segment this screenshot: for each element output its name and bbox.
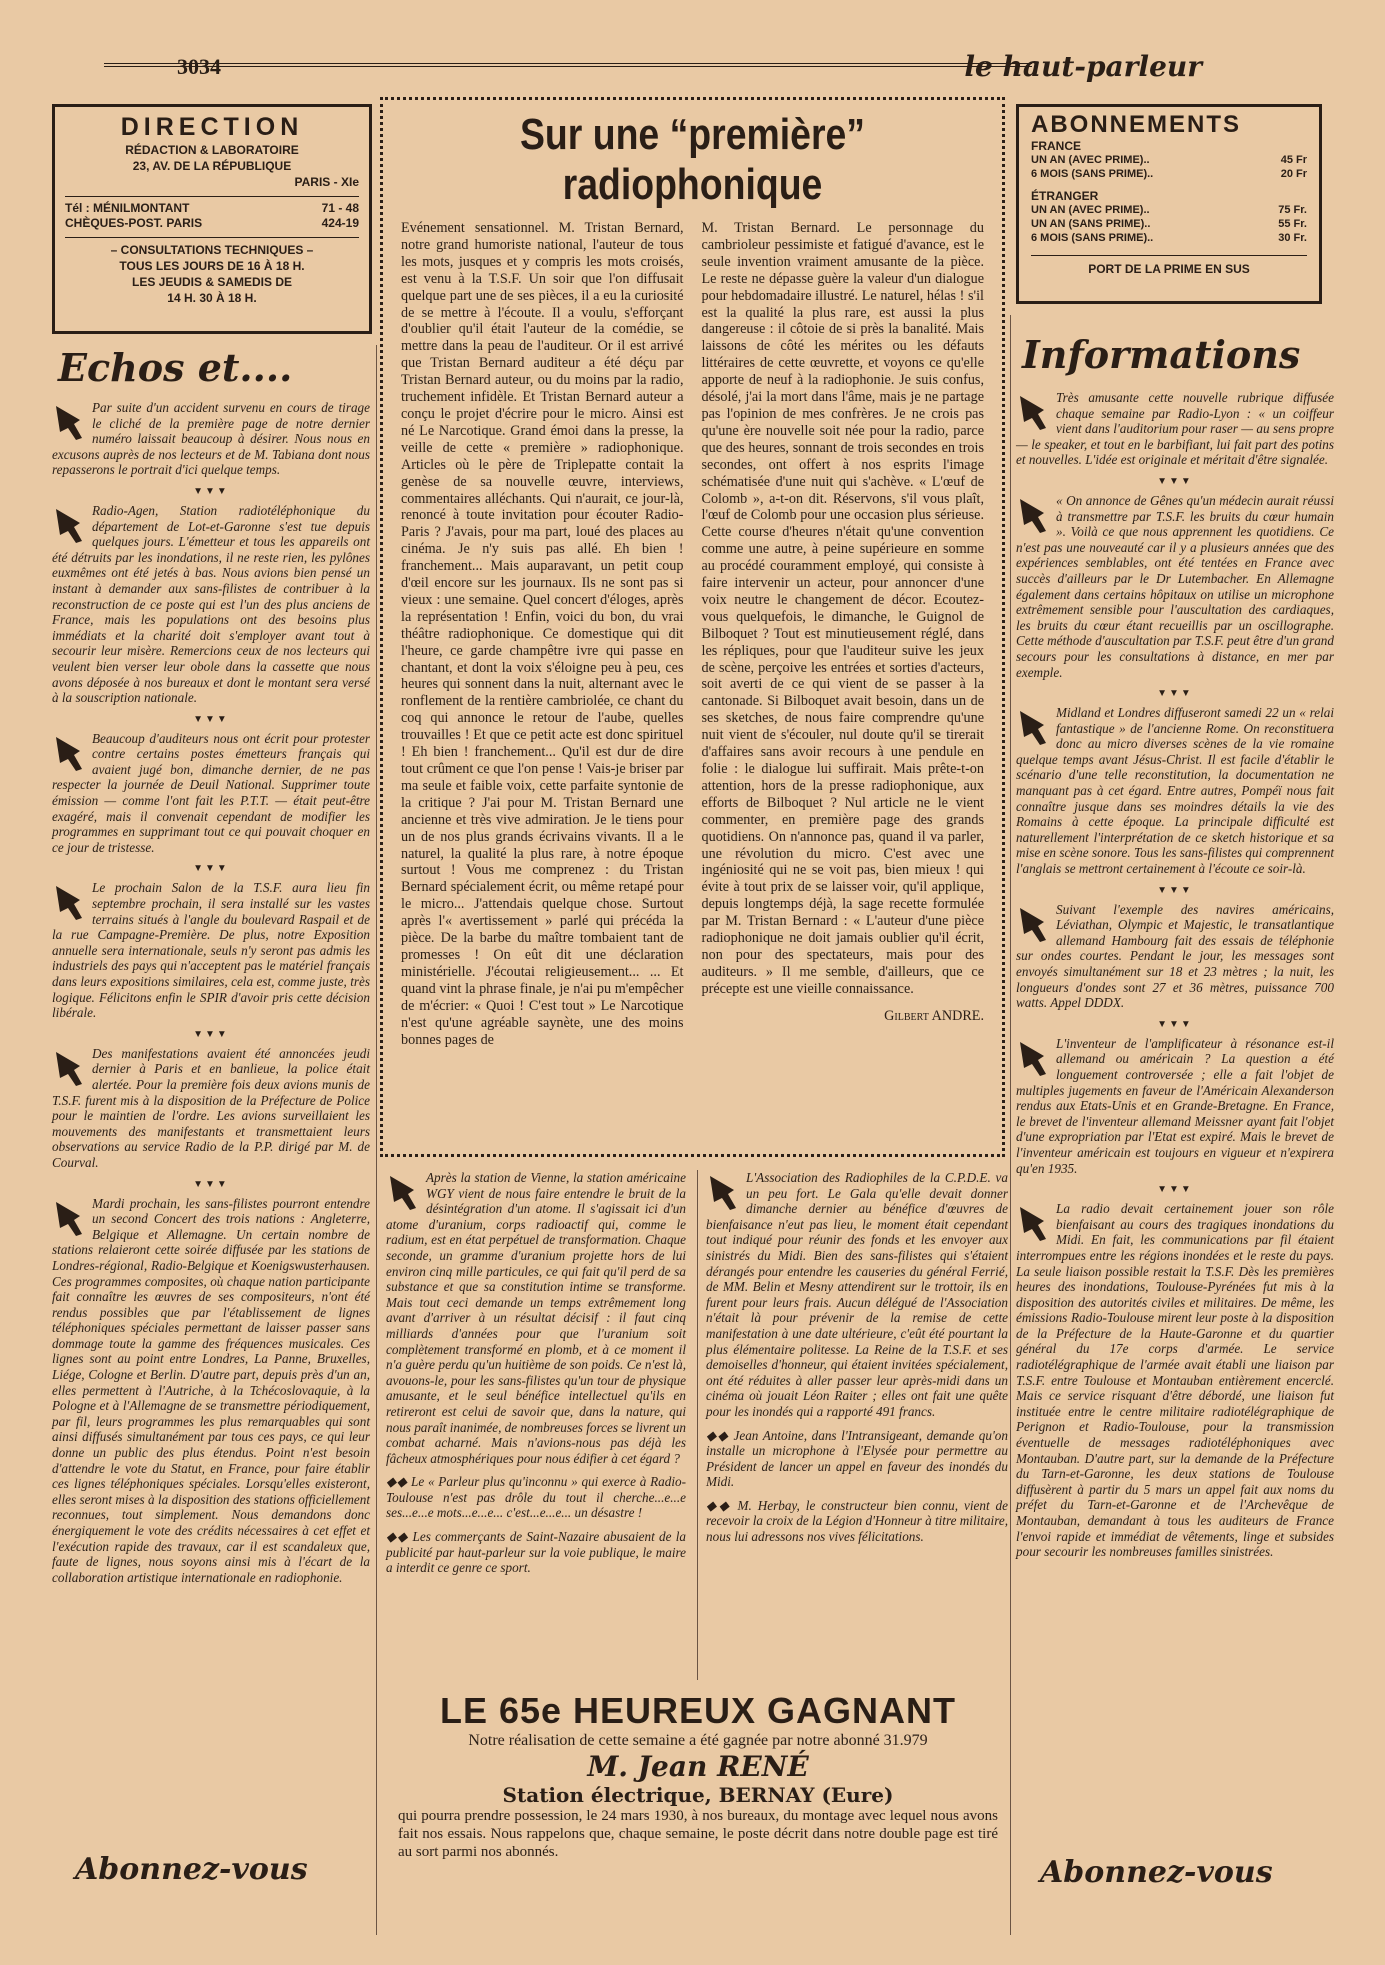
- cheques-number: 424-19: [321, 216, 359, 230]
- direction-cheques-row: [65, 216, 359, 231]
- direction-title: DIRECTION: [120, 113, 304, 141]
- echos-column: [52, 400, 370, 1593]
- ornament: ▼▼▼: [193, 1178, 229, 1190]
- loudspeaker-icon: [52, 505, 86, 545]
- echo-item: [52, 731, 370, 856]
- ornament: ▼▼▼: [193, 863, 229, 875]
- direction-address: 23, AV. DE LA RÉPUBLIQUE: [132, 159, 292, 173]
- middle-left-column: [386, 1170, 686, 1584]
- column-rule: [697, 1170, 698, 1680]
- info-item: [1016, 1201, 1334, 1560]
- abonnez-left: Abonnez-vous: [75, 1852, 308, 1887]
- article-title: Sur une “première” radiophonique: [519, 110, 866, 209]
- ornament: ▼▼▼: [193, 485, 229, 497]
- echo-item: [52, 400, 370, 478]
- price-row: [1031, 231, 1307, 245]
- loudspeaker-icon: [52, 402, 86, 442]
- info-text: Suivant l'exemple des navires américains, Léviathan, Olympic et Majestic, le transatlantique allemand Hambourg fait des essais de téléphonie sur ondes courtes. Pendant le jour, les messages sont envoyés simultanément sur 18 et 23 mètres ; la nuit, les longueurs d'ondes sont 27 et 36 mètres, puissance 700 watts. Appel DDDX.: [1016, 901, 1334, 1011]
- price-value: 30 Fr.: [1278, 232, 1307, 244]
- price-value: 45 Fr: [1280, 154, 1307, 166]
- mid-item: [706, 1170, 1008, 1420]
- gagnant-box: [380, 1690, 1016, 1930]
- ornament: ▼▼▼: [1157, 884, 1193, 896]
- loudspeaker-icon: [52, 882, 86, 922]
- info-item: [1016, 390, 1334, 468]
- info-text: L'inventeur de l'amplificateur à résonance est-il allemand ou américain ? La question a été longuement controversée ; elle a fait l'objet de multiples jugements en faveur de l'Américain Alexanderson rendus aux Etats-Unis et en Grande-Bretagne. En France, le brevet de l'inventeur allemand Meissner ayant fait l'objet d'une expropriation par l'Etat est expiré. Mais le brevet de l'inventeur américain est toujours en vigueur et n'expirera qu'en 1935.: [1016, 1035, 1334, 1176]
- loudspeaker-icon: [1016, 904, 1050, 944]
- loudspeaker-icon: [52, 1048, 86, 1088]
- column-rule: [376, 345, 377, 1935]
- direction-tel-row: [65, 201, 359, 216]
- article-signature: Gilbert ANDRE.: [884, 1007, 984, 1024]
- loudspeaker-icon: [1016, 1038, 1050, 1078]
- divider: [65, 196, 359, 197]
- echo-text: Des manifestations avaient été annoncées jeudi dernier à Paris et en banlieue, la police était alertée. Pour la première fois deux avions munis de T.S.F. furent mis à la disposition de la Préfecture de Police pour le maintien de l'ordre. Les avions surveillaient les mouvements des manifestants et transmettaient leurs observations au service Radio de la P.P. dirigé par M. de Courval.: [52, 1045, 370, 1170]
- info-item: [1016, 705, 1334, 877]
- ornament: ▼▼▼: [1157, 688, 1193, 700]
- article-col-2-wrap: [702, 220, 985, 1048]
- abonnez-right: Abonnez-vous: [1040, 1855, 1273, 1890]
- informations-column: [1016, 390, 1334, 1568]
- gagnant-station: Station électrique, BERNAY (Eure): [502, 1783, 894, 1807]
- masthead: le haut-parleur: [964, 50, 1202, 83]
- price-label: 6 MOIS (SANS PRIME)..: [1031, 232, 1154, 244]
- article-col-2: M. Tristan Bernard. Le personnage du cambrioleur pessimiste et fatigué d'avance, est le seule invention vraiment amusante de la pièce. Le reste ne dépasse guère la valeur d'un dialogue pour hebdomadaire illustré. Le naturel, hélas ! s'il est la qualité la plus rare, est aussi la plus dangereuse : il côtoie de si près la banalité. Mais laissons de côté les mérites ou les défauts littéraires de cette œuvrette, et voyons ce qu'elle apporte de neuf à la radiophonie. Je suis confus, désolé, j'ai la mort dans l'âme, mais je ne partage pas l'opinion de mes confrères. Je ne crois pas qu'une ère nouvelle soit née pour la radio, parce que des heures, sonnant de trois secondes en trois secondes, ont offert à nos esprits l'image schématisée d'une nuit qui s'achève. « L'œuf de Colomb », a-t-on dit. Réservons, s'il vous plaît, l'œuf de Colomb pour une occasion plus sérieuse. Cette course d'heures n'était qu'une convention comme une autre, à peine supérieure en somme au procédé couramment employé, qui consiste à faire intervenir un acteur, pour annoncer d'une voix neutre le changement de décor. Ecoutez-vous quelquefois, le dimanche, le Guignol de Bilboquet ? Tout est minutieusement réglé, dans les répliques, pour que l'auditeur suive les jeux de scène, perçoive les entrées et sorties d'acteurs, soit averti de ce qui vient de se passer à la cantonade. Si Bilboquet avait besoin, dans un de ses sketches, de nous faire comprendre qu'une nuit vient de s'écouler, nul doute qu'il se tirerait d'affaires sans avoir recours à une pendule en folie : le dialogue lui suffirait. Mais prête-t-on attention, hors de la presse radiophonique, aux efforts de Bilboquet ? Nul article ne le vient commenter, en première page des grands quotidiens. On n'annonce pas, quand il va parler, une révolution du micro. C'est avec une ingéniosité qui ne se voit pas, bien mieux ! qui évite à tout prix de se laisser voir, qu'il applique, depuis longtemps déjà, la sage recette formulée par M. Tristan Bernard : « L'auteur d'une pièce radiophonique ne doit jamais oublier qu'il écrit, non pour des spectateurs, mais pour des auditeurs. » Il me semble, d'ailleurs, que ce précepte est une vieille connaissance.: [701, 220, 984, 997]
- price-value: 55 Fr.: [1278, 218, 1307, 230]
- mid-item: ◆◆ Jean Antoine, dans l'Intransigeant, demande qu'on installe un microphone à l'Elysée pour permettre au Président de lancer un appel en faveur des inondés du Midi.: [706, 1427, 1008, 1490]
- price-label: 6 MOIS (SANS PRIME)..: [1031, 168, 1154, 180]
- gagnant-name: M. Jean RENÉ: [587, 1750, 809, 1783]
- mid-item: ◆◆ M. Herbay, le constructeur bien connu, vient de recevoir la croix de la Légion d'Honneur à titre militaire, nous lui adressons nos vives félicitations.: [706, 1497, 1008, 1545]
- consult-hours-1: TOUS LES JOURS DE 16 À 18 H.: [119, 259, 305, 273]
- price-label: UN AN (AVEC PRIME)..: [1031, 154, 1150, 166]
- price-label: UN AN (AVEC PRIME)..: [1031, 204, 1150, 216]
- header-rule: [104, 63, 1032, 67]
- ornament: ▼▼▼: [193, 713, 229, 725]
- info-item: [1016, 1036, 1334, 1176]
- consult-hours-3: 14 H. 30 À 18 H.: [167, 291, 257, 305]
- article-col-1: Evénement sensationnel. M. Tristan Bernard, notre grand humoriste national, l'auteur de tous les mots, jusques et y compris les mots croisés, est venu à la T.S.F. Un soir que l'on diffusait quelque part une de ses pièces, il a eu la curiosité de se mettre à l'écoute. Il a voulu, s'efforçant d'oublier qu'il était l'auteur de la comédie, se mettre dans la peau de l'auditeur. Or il est arrivé que Tristan Bernard auditeur a été déçu par Tristan Bernard auteur, ou du moins par la radio, truchement infidèle. Et Tristan Bernard auteur a conçu le projet d'écrire pour le micro. Ainsi est né Le Narcotique. Grand émoi dans la presse, la veille de cette « première » radiophonique. Articles où le père de Triplepatte contait la genèse de sa nouvelle œuvre, interviews, commentaires alléchants. Qui n'aurait, ce jour-là, renoncé à toute invitation pour écouter Radio-Paris ? J'avais, pour ma part, loué des places au cinéma. Je n'y suis pas allé. Eh bien ! franchement... Mais auparavant, un petit coup d'œil encore sur les journaux. Ils ne sont pas si vieux : une semaine. Quel concert d'éloges, après la représentation ! Enfin, voici du bon, du vrai théâtre radiophonique. Ce domestique qui dit l'heure, ce garde champêtre ivre qui passe en chantant, et dont la voix s'éloigne peu à peu, ces heures qui sonnent dans la nuit, alternant avec le ronflement de la rentière cambriolée, ce chant du coq qui annonce le retour de l'aube, quelles trouvailles ! Et que ce petit acte est donc spirituel ! Eh bien ! franchement... Qu'il est dur de dire tout crûment ce que l'on pense ! Vais-je briser par ma seule et faible voix, cette parfaite syntonie de la critique ? J'ai pour M. Tristan Bernard une ancienne et très vive admiration. Je le tiens pour un de nos plus grands écrivains vivants. Il a le naturel, la qualité la plus rare, à notre époque surtout ! Vous me comprenez : du Tristan Bernard spécialement écrit, ou même retapé pour le micro... J'attendais quelque chose. Surtout après l'« avertissement » parlé qui précéda la pièce. De la barbe du maître tombaient tant de promesses ! On eût dit une déclaration ministérielle. J'écoutai religieusement... ... Et quand vint la phrase finale, je n'ai pu m'empêcher de m'écrier: « Quoi ! C'est tout » Le Narcotique n'est qu'une agréable saynète, une des moins bonnes pages de: [401, 220, 684, 1048]
- gagnant-title: LE 65e HEUREUX GAGNANT: [439, 1690, 957, 1731]
- price-row: [1031, 153, 1307, 167]
- price-value: 75 Fr.: [1278, 204, 1307, 216]
- gagnant-line: Notre réalisation de cette semaine a été gagnée par notre abonné 31.979: [468, 1732, 928, 1749]
- mid-text: L'Association des Radiophiles de la C.P.D.E. va un peu fort. Le Gala qu'elle devait donner dimanche dernier au bénéfice d'œuvres de bienfaisance n'eut pas lieu, le moment était cependant tout indiqué pour réunir des fonds et les envoyer aux sinistrés du Midi. Bien des sans-filistes qui s'étaient dérangés pour entendre les causeries du général Ferrié, de MM. Belin et Mesny attendirent sur le trottoir, ils en furent pour leurs frais. Aucun délégué de l'Association n'était là pour prévenir de la remise de cette manifestation à une date ultérieure, c'eût été pourtant la plus élémentaire politesse. La Reine de la T.S.F. et ses demoiselles d'honneur, qui étaient invitées spécialement, ont été réduites à aller passer leur après-midi dans un cinéma où jouait Léon Raiter ; elles ont fait une quête pour les inondés qui a rapporté 491 francs.: [706, 1170, 1008, 1419]
- info-text: Très amusante cette nouvelle rubrique diffusée chaque semaine par Radio-Lyon : « un coiffeur vient dans l'auditorium pour raser — au sens propre — le speaker, et tout en le barbifiant, lui fait part des potins et nouvelles. L'idée est originale et méritait d'être signalée.: [1016, 390, 1334, 468]
- etranger-label: ÉTRANGER: [1031, 189, 1099, 203]
- page-number: 3034: [177, 54, 221, 79]
- echo-item: [52, 1046, 370, 1171]
- loudspeaker-icon: [706, 1172, 740, 1212]
- abonnements-title: ABONNEMENTS: [1031, 111, 1242, 138]
- info-item: [1016, 902, 1334, 1011]
- echo-item: [52, 503, 370, 706]
- ornament: ▼▼▼: [193, 1028, 229, 1040]
- direction-box: [52, 104, 372, 334]
- info-text: La radio devait certainement jouer son rôle bienfaisant au cours des tragiques inondations du Midi. En fait, les communications par fil étaient interrompues entre les régions inondées et le reste du pays. La seule liaison possible restait la T.S.F. Dès les premières heures des inondations, Toulouse-Pyrénées fut mis à la disposition des autorités civiles et militaires. De même, les émissions Radio-Toulouse mirent leur poste à la disposition de la Préfecture de la Haute-Garonne et du quartier général du 17e corps d'armée. Le service radiotélégraphique de l'armée avait établi une liaison par T.S.F. entre Toulouse et Montauban entièrement encerclé. Mais ce service risquant d'être débordé, une liaison fut instituée entre le centre militaire radiotélégraphique de Perignon et Radio-Toulouse, pour la transmission éventuelle de messages radiotéléphoniques avec Montauban. D'autre part, sur la demande de la Préfecture du Tarn-et-Garonne, les deux stations de Toulouse diffusèrent à partir du 5 mars un appel fait aux noms du préfet du Tarn-et-Garonne et de l'Archevêque de Montauban, demandant à tous les auditeurs de France l'envoi rapide et immédiat de vêtements, linge et subsides pour secourir les nombreuses familles sinistrées.: [1016, 1201, 1334, 1560]
- info-item: [1016, 493, 1334, 680]
- abonnements-box: [1016, 104, 1322, 304]
- consult-hours-2: LES JEUDIS & SAMEDIS DE: [131, 275, 293, 289]
- echo-item: [52, 1196, 370, 1586]
- middle-right-column: [706, 1170, 1008, 1553]
- echo-item: [52, 880, 370, 1020]
- informations-heading: Informations: [1022, 332, 1301, 377]
- loudspeaker-icon: [1016, 495, 1050, 535]
- tel-label: Tél : MÉNILMONTANT: [65, 201, 190, 215]
- article-columns: [401, 220, 984, 1048]
- info-text: « On annonce de Gênes qu'un médecin aurait réussi à transmettre par T.S.F. les bruits du cœur humain ». Voilà ce que nous apprennent les quotidiens. Ce n'est pas une nouveauté car il y a plusieurs années que des expériences semblables, ont été tentées en France avec succès d'ailleurs par le Dr Lutembacher. En Allemagne également dans certains hôpitaux on utilise un microphone extrêmement sensible pour l'auscultation des cardiaques, les bruits du cœur étant recueillis par un oscillographe. Cette méthode d'auscultation par T.S.F. peut être d'un grand secours pour les consultations à distance, en mer par exemple.: [1016, 492, 1334, 680]
- echos-heading: Echos et....: [58, 345, 293, 390]
- tel-number: 71 - 48: [321, 201, 359, 215]
- direction-city: PARIS - XIe: [294, 175, 359, 189]
- loudspeaker-icon: [1016, 707, 1050, 747]
- mid-text: Après la station de Vienne, la station américaine WGY vient de nous faire entendre le bruit de la désintégration d'un atome. Il s'agissait ici d'un atome d'uranium, corps radioactif qui, comme le radium, est en état perpétuel de transformation. Chaque seconde, un gramme d'uranium projette hors de lui environ cinq mille particules, ce qui fait qu'il perd de sa substance et que sa constitution intime se transforme. Mais tout ceci demande un temps extrêmement long avant d'arriver à un résultat décisif : il faut cinq milliards d'années pour que l'uranium soit complètement transformé en plomb, et à ce moment il n'a guère perdu qu'un huitième de son poids. Ce n'est là, avouons-le, pour les sans-filistes qu'un tour de physique amusante, et le seul bénéfice intellectuel qu'ils en retireront est celui de savoir que, dans la nature, qui nous paraît inanimée, de nombreuses forces se livrent un combat acharné. Mais n'avions-nous pas déjà les fâcheux atmosphériques pour nous édifier à cet égard ?: [386, 1170, 686, 1466]
- price-row: [1031, 203, 1307, 217]
- mid-item: ◆◆ Le « Parleur plus qu'inconnu » qui exerce à Radio-Toulouse n'est pas drôle du tout il cherche...e...e ses...e...e mots...e...e... c'est...e...e... un désastre !: [386, 1474, 686, 1521]
- divider: [65, 237, 359, 238]
- column-rule: [1010, 315, 1011, 1935]
- ornament: ▼▼▼: [1157, 475, 1193, 487]
- info-text: Midland et Londres diffuseront samedi 22 un « relai fantastique » de l'ancienne Rome. On reconstituera donc au micro diverses scènes de la vie romaine quelque temps avant Jésus-Christ. Il est facile d'établir le scénario d'une telle reconstitution, la documentation ne manquant pas à cet égard. Entre autres, Pompéï nous fait connaître jusque dans ses moindres détails la vie des Romains à cette époque. La principale difficulté est naturellement l'interprétation de ce sketch historique et sa mise en scène sonore. Tous les sans-filistes qui comprennent l'anglais se mettront certainement à l'écoute ce soir-là.: [1016, 705, 1334, 877]
- price-label: UN AN (SANS PRIME)..: [1031, 218, 1151, 230]
- price-row: [1031, 167, 1307, 181]
- loudspeaker-icon: [52, 733, 86, 773]
- cheques-label: CHÈQUES-POST. PARIS: [65, 216, 203, 230]
- echo-text: Par suite d'un accident survenu en cours de tirage le cliché de la première page de notre dernier numéro laissait beaucoup à désirer. Nous nous en excusons auprès de nos lecteurs et de M. Tabiana dont nous repasserons le portrait d'ici quelque temps.: [52, 400, 370, 478]
- echo-text: Le prochain Salon de la T.S.F. aura lieu fin septembre prochain, il sera installé sur les vastes terrains situés à l'angle du boulevard Raspail et de la rue Campagne-Première. De plus, notre Exposition annuelle sera internationale, seuls n'y seront pas admis les industriels des pays qui n'acceptent pas le matériel français dans leurs expositions similaires, cela est, comme juste, très logique. Félicitons enfin le SPIR d'avoir pris cette décision libérale.: [52, 880, 370, 1021]
- port-note: PORT DE LA PRIME EN SUS: [1031, 255, 1307, 276]
- page-header: [52, 48, 1202, 84]
- france-label: FRANCE: [1031, 139, 1081, 153]
- mid-item: [386, 1170, 686, 1466]
- consult-title: – CONSULTATIONS TECHNIQUES –: [110, 243, 314, 257]
- loudspeaker-icon: [52, 1198, 86, 1238]
- loudspeaker-icon: [1016, 1203, 1050, 1243]
- price-row: [1031, 217, 1307, 231]
- ornament: ▼▼▼: [1157, 1184, 1193, 1196]
- loudspeaker-icon: [386, 1172, 420, 1212]
- echo-text: Radio-Agen, Station radiotéléphonique du département de Lot-et-Garonne s'est tue depuis quelques jours. L'émetteur et tous les appareils ont été détruits par les inondations, il ne reste rien, les pylônes euxmêmes ont été jetés à bas. Nous avions bien pensé un instant à demander aux sans-filistes de contribuer à la reconstruction de ce poste qui est l'un des plus anciens de France, mais les populations ont des besoins plus immédiats et la charité doit s'employer avant tout à secourir leur misère. Remercions ceux de nos lecteurs qui veulent bien verser leur obole dans la cassette que nous avons déposée à nos bureaux et dont le montant sera versé à la souscription nationale.: [52, 502, 370, 706]
- loudspeaker-icon: [1016, 392, 1050, 432]
- echo-text: Mardi prochain, les sans-filistes pourront entendre un second Concert des trois nations : Angleterre, Belgique et Allemagne. Un certain nombre de stations relaieront cette soirée diffusée par les stations de Londres-régional, Radio-Belgique et Koenigswusterhausen. Ces programmes composites, où chaque nation participante fait connaître les œuvres de ses compositeurs, n'ont été rendus possibles que par l'établissement de lignes téléphoniques spéciales permettant de laisser passer sans dommage toute la gamme des fréquences musicales. Ces lignes sont au point entre Londres, La Panne, Bruxelles, Liége, Cologne et Berlin. D'autre part, depuis près d'un an, elles permettent à l'Autriche, à la Tchécoslovaquie, à la Pologne et à l'Allemagne de se transmettre périodiquement, par fil, leurs programmes les plus remarquables qui sont ainsi diffusés simultanément par tous ces pays, ce qui leur donne un public des plus étendus. Point n'est besoin d'attendre le vote du Statut, en France, pour faire établir ces lignes téléphoniques spéciales. Lorsqu'elles existeront, elles seront mises à la disposition des stations officiellement reconnues, tout simplement. Nous demandons donc énergiquement le vote des crédits nécessaires à cet effet et l'exécution rapide des travaux, car il est scandaleux que, faute de lignes, nous soyons ainsi mis à l'écart de la collaboration artistique internationale en radiophonie.: [52, 1195, 370, 1585]
- echo-text: Beaucoup d'auditeurs nous ont écrit pour protester contre certains postes émetteurs français qui avaient jugé bon, dimanche dernier, de ne pas respecter la journée de Deuil National. Supprimer toute émission — comme l'ont fait les P.T.T. — était peut-être exagéré, mais il convenait cependant de modifier les programmes en supprimant tout ce qui pouvait choquer en ce jour de tristesse.: [52, 730, 370, 855]
- price-value: 20 Fr: [1280, 168, 1307, 180]
- mid-item: ◆◆ Les commerçants de Saint-Nazaire abusaient de la publicité par haut-parleur sur la voie publique, le maire a interdit ce genre ce sport.: [386, 1529, 686, 1576]
- main-article: [380, 97, 1005, 1157]
- gagnant-body: qui pourra prendre possession, le 24 mars 1930, à nos bureaux, du montage avec lequel nous avons fait nos essais. Nous rappelons que, chaque semaine, le poste décrit dans notre double page est tiré au sort parmi nos abonnés.: [398, 1808, 998, 1860]
- direction-sub: RÉDACTION & LABORATOIRE: [125, 143, 299, 157]
- ornament: ▼▼▼: [1157, 1018, 1193, 1030]
